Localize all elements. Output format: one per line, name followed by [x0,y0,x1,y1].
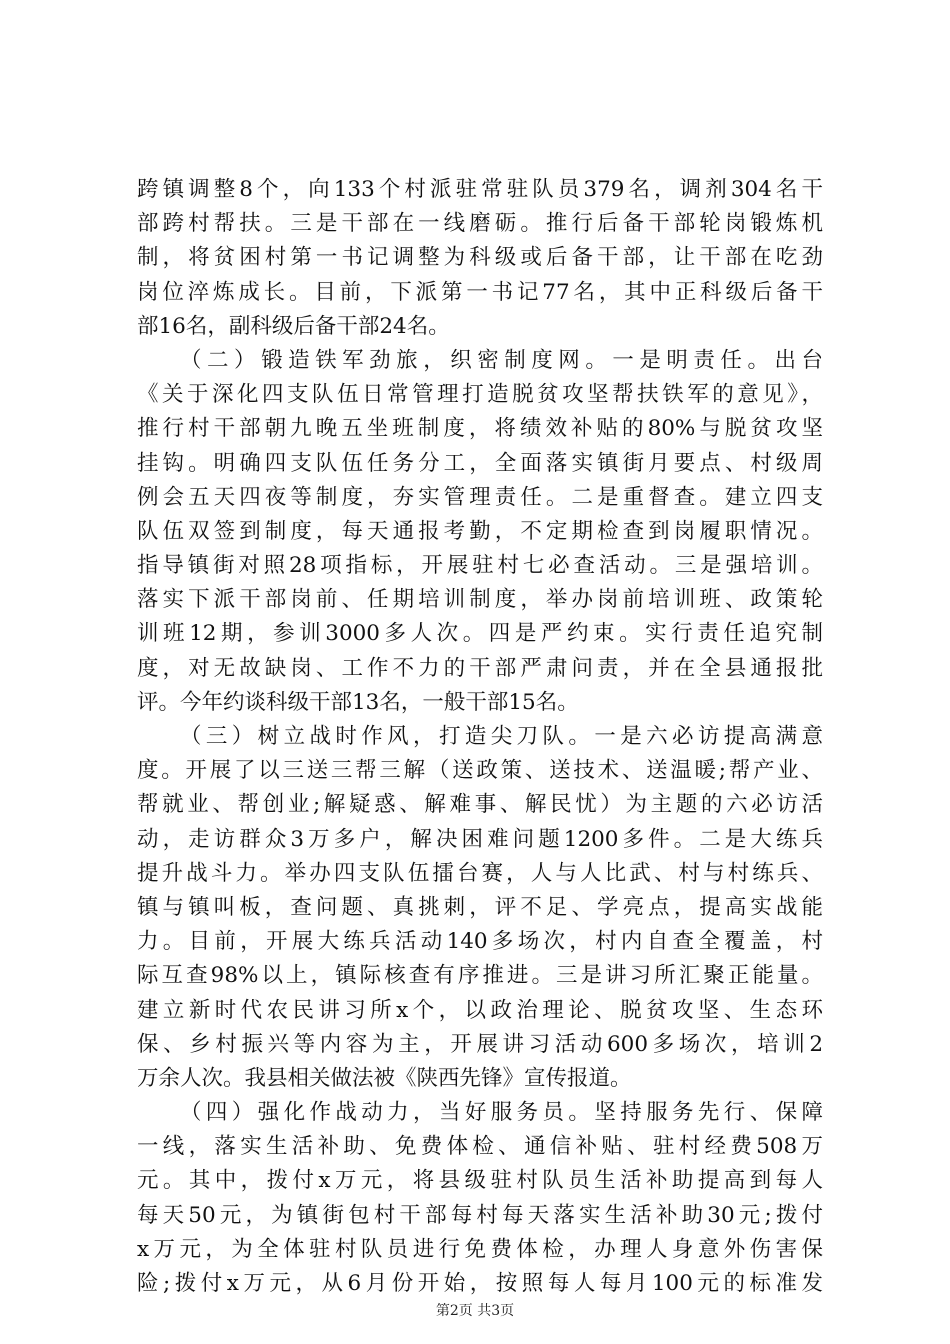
text-line: 跨镇调整8个，向133个村派驻常驻队员379名，调剂304名干 [137,177,823,202]
text-line: 提升战斗力。举办四支队伍擂台赛，人与人比武、村与村练兵、 [137,860,823,886]
text-line: 队伍双签到制度，每天通报考勤，不定期检查到岗履职情况。 [137,518,823,544]
text-line: 部16名，副科级后备干部24名。 [137,313,450,339]
text-line: 岗位淬炼成长。目前，下派第一书记77名，其中正科级后备干 [137,279,823,305]
text-line: 建立新时代农民讲习所x个，以政治理论、脱贫攻坚、生态环 [137,997,823,1023]
text-line: 例会五天四夜等制度，夯实管理责任。二是重督查。建立四支 [137,484,823,510]
page-footer: 第2页 共3页 [435,1303,515,1319]
text-line: 指导镇街对照28项指标，开展驻村七必查活动。三是强培训。 [137,553,823,579]
text-line: 帮就业、帮创业;解疑惑、解难事、解民忧）为主题的六必访活 [137,792,823,818]
text-line: 保、乡村振兴等内容为主，开展讲习活动600多场次，培训2 [137,1031,823,1057]
text-line: 度。开展了以三送三帮三解（送政策、送技术、送温暖;帮产业、 [137,758,823,784]
text-line: 力。目前，开展大练兵活动140多场次，村内自查全覆盖，村 [137,929,823,955]
text-line: 《关于深化四支队伍日常管理打造脱贫攻坚帮扶铁军的意见》， [137,382,823,408]
text-line: 一线，落实生活补助、免费体检、通信补贴、驻村经费508万 [137,1134,823,1160]
text-line: 度，对无故缺岗、工作不力的干部严肃问责，并在全县通报批 [137,655,823,681]
text-line: 每天50元，为镇街包村干部每村每天落实生活补助30元;拨付 [137,1202,823,1228]
text-line: 险;拨付x万元，从6月份开始，按照每人每月100元的标准发 [137,1271,823,1296]
text-line: 万余人次。我县相关做法被《陕西先锋》宣传报道。 [137,1065,632,1091]
document-body [137,173,823,1301]
paragraph-first-line: （四）强化作战动力，当好服务员。坚持服务先行、保障 [180,1100,823,1126]
text-line: 动，走访群众3万多户，解决困难问题1200多件。二是大练兵 [137,826,823,852]
paragraph-first-line: （三）树立战时作风，打造尖刀队。一是六必访提高满意 [180,724,823,749]
text-line: 际互查98%以上，镇际核查有序推进。三是讲习所汇聚正能量。 [137,963,823,989]
text-line: 元。其中，拨付x万元，将县级驻村队员生活补助提高到每人 [137,1168,823,1194]
text-line: 部跨村帮扶。三是干部在一线磨砺。推行后备干部轮岗锻炼机 [137,211,823,237]
text-line: 镇与镇叫板，查问题、真挑刺，评不足、学亮点，提高实战能 [137,894,823,920]
text-line: 落实下派干部岗前、任期培训制度，举办岗前培训班、政策轮 [137,587,823,613]
paragraph-first-line: （二）锻造铁军劲旅，织密制度网。一是明责任。出台 [180,347,823,373]
text-line: 制，将贫困村第一书记调整为科级或后备干部，让干部在吃劲 [137,245,823,271]
text-line: 评。今年约谈科级干部13名，一般干部15名。 [137,689,579,715]
text-line: x万元，为全体驻村队员进行免费体检，办理人身意外伤害保 [137,1236,823,1262]
text-line: 挂钩。明确四支队伍任务分工，全面落实镇街月要点、村级周 [137,450,823,476]
text-line: 训班12期，参训3000多人次。四是严约束。实行责任追究制 [137,621,823,647]
text-line: 推行村干部朝九晚五坐班制度，将绩效补贴的80%与脱贫攻坚 [137,416,823,442]
